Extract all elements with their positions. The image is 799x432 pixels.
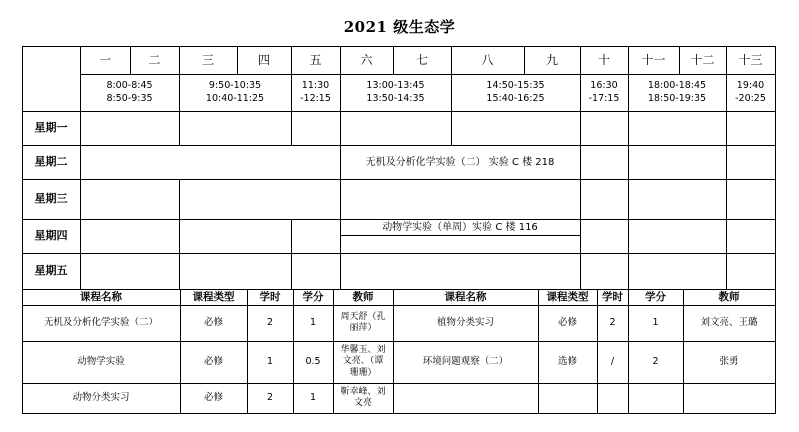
table-rule	[293, 289, 294, 413]
course-teacher: 刘文亮、王璐	[700, 316, 758, 328]
period-header: 二	[148, 53, 161, 68]
period-header: 五	[309, 53, 322, 68]
course-teacher: 靳幸峰、刘 文亮	[340, 386, 386, 408]
course-header: 教师	[718, 290, 740, 303]
course-type: 必修	[203, 355, 223, 367]
course-teacher: 张勇	[719, 355, 739, 367]
time-slot: 18:00-18:45 18:50-19:35	[647, 79, 707, 104]
table-rule	[80, 46, 81, 289]
table-rule	[179, 46, 180, 145]
table-rule	[726, 46, 727, 289]
period-header: 一	[98, 53, 111, 68]
course-hours: 1	[266, 355, 274, 367]
course-hours: 2	[609, 316, 616, 328]
table-rule	[679, 46, 680, 74]
table-rule	[538, 289, 539, 413]
table-rule	[22, 253, 776, 254]
table-rule	[683, 289, 684, 413]
course-name: 无机及分析化学实验（二）	[43, 316, 158, 328]
time-slot: 11:30 -12:15	[300, 79, 331, 104]
course-credits: 2	[652, 355, 659, 367]
table-rule	[597, 289, 598, 413]
table-rule	[393, 46, 394, 74]
table-border	[22, 413, 776, 414]
table-rule	[451, 46, 452, 145]
table-rule	[179, 179, 180, 289]
time-slot: 14:50-15:35 15:40-16:25	[486, 79, 545, 104]
day-label-friday: 星期五	[34, 263, 68, 277]
course-name: 环境问题观察（二）	[422, 355, 509, 367]
table-rule	[22, 289, 776, 290]
course-header: 学分	[645, 290, 666, 303]
table-rule	[22, 383, 776, 384]
day-label-wednesday: 星期三	[34, 191, 68, 205]
course-header: 教师	[352, 290, 374, 303]
table-rule	[524, 46, 525, 74]
table-rule	[340, 235, 580, 236]
table-rule	[22, 219, 776, 220]
course-header: 学时	[602, 290, 623, 303]
period-header: 十	[597, 53, 610, 68]
course-header: 课程类型	[546, 290, 589, 303]
table-rule	[180, 289, 181, 413]
course-teacher: 周天舒（孔 丽萍）	[340, 311, 386, 333]
table-rule	[22, 179, 776, 180]
table-rule	[628, 289, 629, 413]
table-rule	[80, 74, 776, 75]
period-header: 四	[257, 53, 270, 68]
schedule-entry-thursday: 动物学实验（单周）实验 C 楼 116	[382, 221, 538, 233]
period-header: 十二	[690, 53, 715, 68]
time-slot: 8:00-8:45 8:50-9:35	[106, 79, 153, 104]
table-rule	[333, 289, 334, 413]
period-header: 十一	[641, 53, 666, 68]
period-header: 六	[360, 53, 373, 68]
table-rule	[628, 46, 629, 289]
course-credits: 1	[309, 316, 317, 328]
course-header: 课程名称	[444, 290, 487, 303]
time-slot: 13:00-13:45 13:50-14:35	[366, 79, 425, 104]
period-header: 九	[545, 53, 558, 68]
page-title: 2021 级生态学	[343, 18, 456, 36]
course-type: 必修	[203, 316, 223, 328]
course-hours: /	[610, 355, 615, 367]
course-type: 选修	[557, 355, 577, 367]
table-rule	[22, 111, 776, 112]
table-rule	[22, 341, 776, 342]
table-rule	[291, 46, 292, 145]
table-rule	[22, 305, 776, 306]
table-border	[22, 46, 776, 47]
course-credits: 1	[652, 316, 659, 328]
time-slot: 9:50-10:35 10:40-11:25	[205, 79, 265, 104]
period-header: 八	[481, 53, 494, 68]
course-name: 动物分类实习	[72, 391, 130, 403]
course-header: 学时	[259, 290, 281, 303]
day-label-thursday: 星期四	[34, 228, 68, 242]
course-teacher: 华馨玉、刘 文亮、（谭 珊珊）	[340, 345, 386, 378]
table-rule	[247, 289, 248, 413]
course-hours: 2	[266, 316, 274, 328]
table-rule	[237, 46, 238, 74]
course-credits: 0.5	[305, 355, 321, 367]
table-rule	[393, 289, 394, 413]
course-header: 学分	[302, 290, 324, 303]
course-name: 动物学实验	[77, 355, 125, 367]
period-header: 七	[415, 53, 428, 68]
table-rule	[291, 219, 292, 289]
period-header: 十三	[738, 53, 763, 68]
course-type: 必修	[557, 316, 577, 328]
table-border	[775, 46, 776, 414]
course-type: 必修	[203, 391, 223, 403]
table-rule	[22, 145, 776, 146]
schedule-entry-tuesday: 无机及分析化学实验（二） 实验 C 楼 218	[365, 156, 555, 168]
table-rule	[130, 46, 131, 74]
day-label-tuesday: 星期二	[34, 154, 68, 168]
day-label-monday: 星期一	[34, 120, 68, 134]
course-header: 课程类型	[192, 290, 235, 303]
table-rule	[580, 46, 581, 289]
time-slot: 19:40 -20:25	[735, 79, 766, 104]
course-header: 课程名称	[80, 290, 122, 303]
table-border	[22, 46, 23, 414]
table-rule	[340, 46, 341, 289]
course-credits: 1	[309, 391, 317, 403]
period-header: 三	[201, 53, 214, 68]
time-slot: 16:30 -17:15	[588, 79, 620, 104]
course-hours: 2	[266, 391, 274, 403]
course-name: 植物分类实习	[436, 316, 494, 328]
